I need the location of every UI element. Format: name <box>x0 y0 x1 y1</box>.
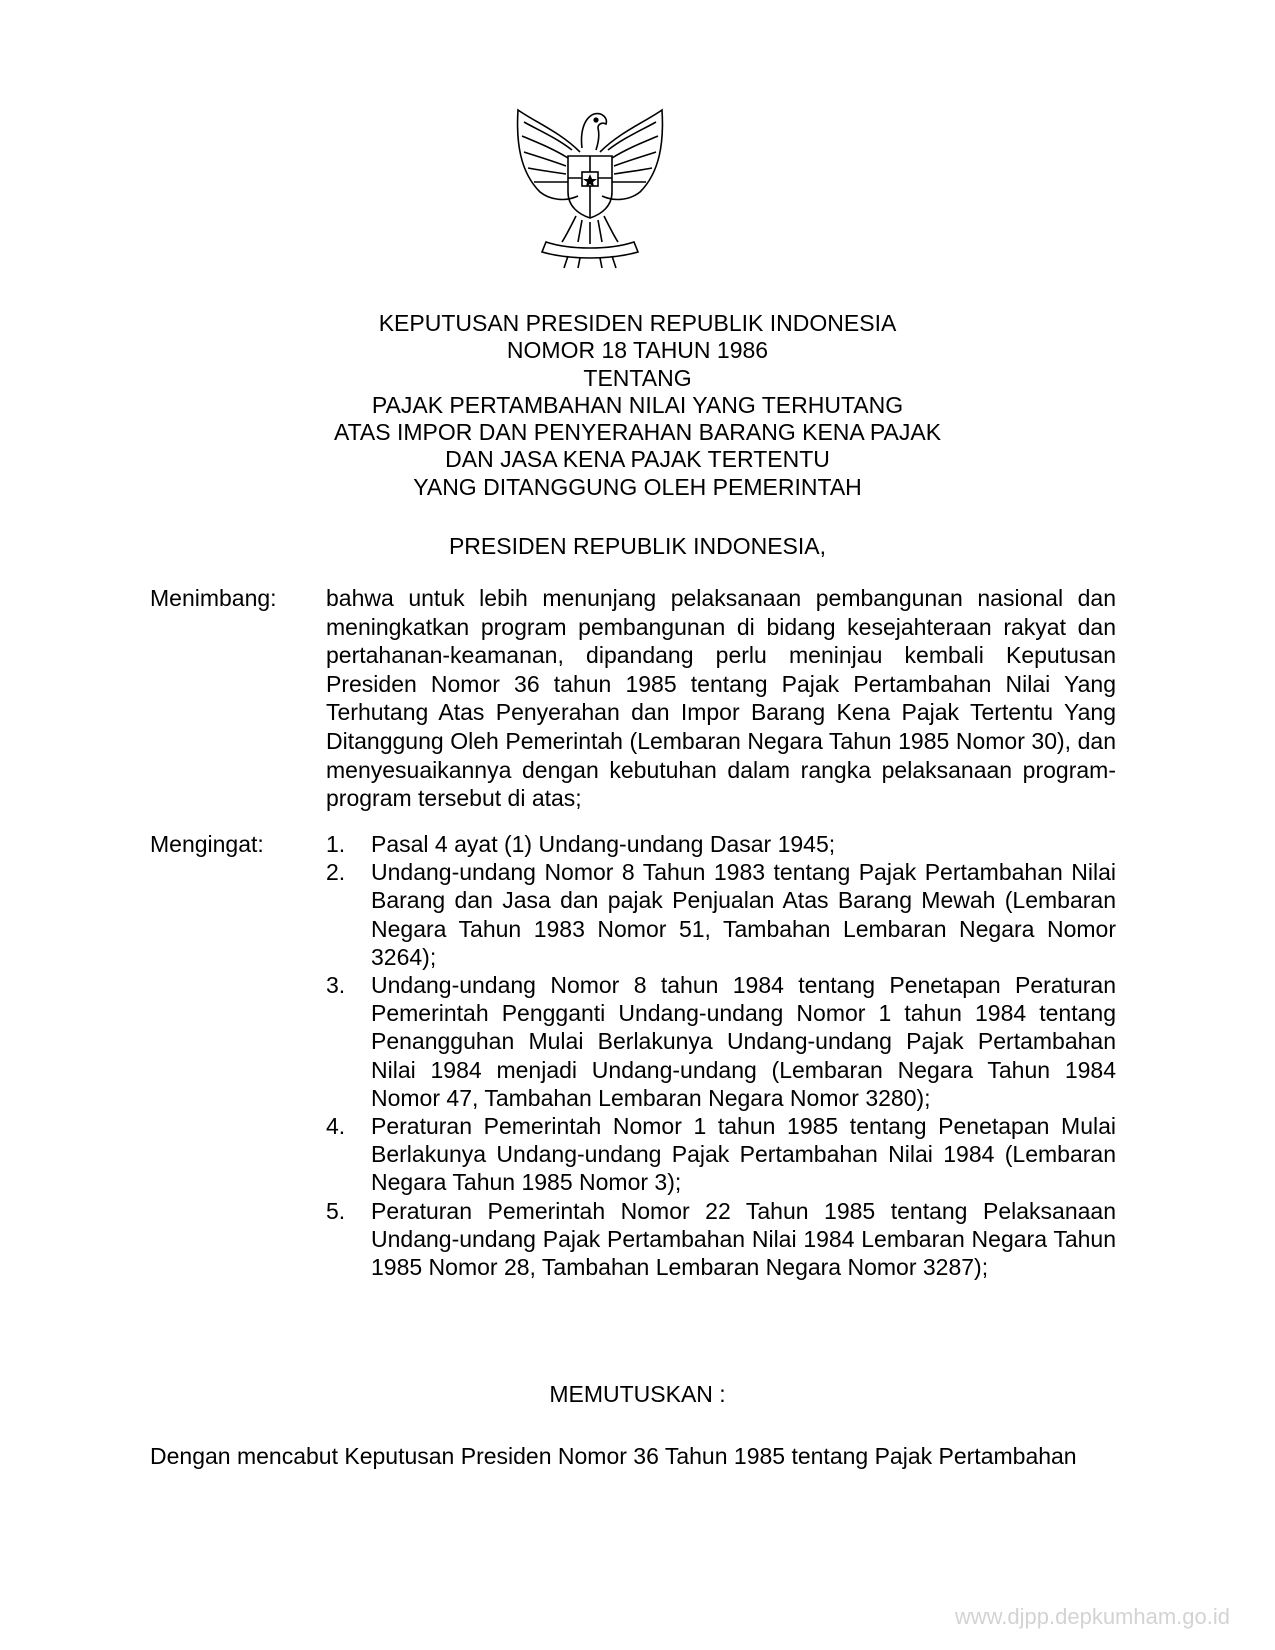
list-text: Peraturan Pemerintah Nomor 1 tahun 1985 tentang Penetapan Mulai Berlakunya Undang-undang Pajak Pertambahan Nilai 1984 (Lembaran Negara Tahun 1985 Nomor 3); <box>371 1113 1116 1196</box>
title-line: TENTANG <box>583 364 692 391</box>
list-item <box>326 1112 1116 1197</box>
title-line: NOMOR 18 TAHUN 1986 <box>506 337 769 364</box>
list-text: Peraturan Pemerintah Nomor 22 Tahun 1985 tentang Pelaksanaan Undang-undang Pajak Pertambahan Nilai 1984 Lembaran Negara Tahun 1985 Nomor 28, Tambahan Lembaran Negara Nomor 3287); <box>371 1197 1116 1281</box>
list-text: Undang-undang Nomor 8 Tahun 1983 tentang Pajak Pertambahan Nilai Barang dan Jasa dan pajak Penjualan Atas Barang Mewah (Lembaran Negara Tahun 1983 Nomor 51, Tambahan Lembaran Negara Nomor 3264); <box>371 859 1116 970</box>
garuda-emblem-icon <box>510 92 670 270</box>
list-item <box>326 1197 1116 1282</box>
title-line: YANG DITANGGUNG OLEH PEMERINTAH <box>413 473 862 500</box>
title-line: KEPUTUSAN PRESIDEN REPUBLIK INDONESIA <box>378 310 897 336</box>
memutuskan-heading: MEMUTUSKAN : <box>549 1381 726 1407</box>
mengingat-list <box>326 830 1116 1281</box>
menimbang-text: bahwa untuk lebih menunjang pelaksanaan pembangunan nasional dan meningkatkan program pembangunan di bidang kesejahteraan rakyat dan pertahanan-keamanan, dipandang perlu meninjau kembali Keputusan Presiden Nomor 36 tahun 1985 tentang Pajak Pertambahan Nilai Yang Terhutang Atas Penyerahan dan Impor Barang Kena Pajak Tertentu Yang Ditanggung Oleh Pemerintah (Lembaran Negara Tahun 1985 Nomor 30), dan menyesuaikannya dengan kebutuhan dalam rangka pelaksanaan program-program tersebut di atas; <box>326 585 1116 812</box>
list-number: 2. <box>326 859 346 886</box>
title-line: PAJAK PERTAMBAHAN NILAI YANG TERHUTANG <box>371 391 904 418</box>
mengingat-label: Mengingat: <box>150 831 264 857</box>
list-number: 1. <box>326 831 346 857</box>
list-item <box>326 858 1116 971</box>
title-line: DAN JASA KENA PAJAK TERTENTU <box>445 446 830 473</box>
list-text: Pasal 4 ayat (1) Undang-undang Dasar 1945; <box>371 831 836 857</box>
president-heading: PRESIDEN REPUBLIK INDONESIA, <box>448 533 827 559</box>
document-title <box>0 310 1275 501</box>
list-item <box>326 830 1116 858</box>
list-number: 5. <box>326 1197 346 1224</box>
list-text: Undang-undang Nomor 8 tahun 1984 tentang Penetapan Peraturan Pemerintah Pengganti Undang-undang Nomor 1 tahun 1984 tentang Penangguhan Mulai Berlakunya Undang-undang Pajak Pertambahan Nilai 1984 menjadi Undang-undang (Lembaran Negara Tahun 1984 Nomor 47, Tambahan Lembaran Negara Nomor 3280); <box>371 972 1116 1111</box>
menimbang-label: Menimbang: <box>150 585 277 611</box>
watermark-text: www.djpp.depkumham.go.id <box>954 1604 1230 1629</box>
decision-text: Dengan mencabut Keputusan Presiden Nomor 36 Tahun 1985 tentang Pajak Pertambahan <box>150 1443 1077 1469</box>
list-number: 4. <box>326 1113 346 1140</box>
list-number: 3. <box>326 972 346 999</box>
list-item <box>326 971 1116 1112</box>
title-line: ATAS IMPOR DAN PENYERAHAN BARANG KENA PAJAK <box>333 419 942 446</box>
